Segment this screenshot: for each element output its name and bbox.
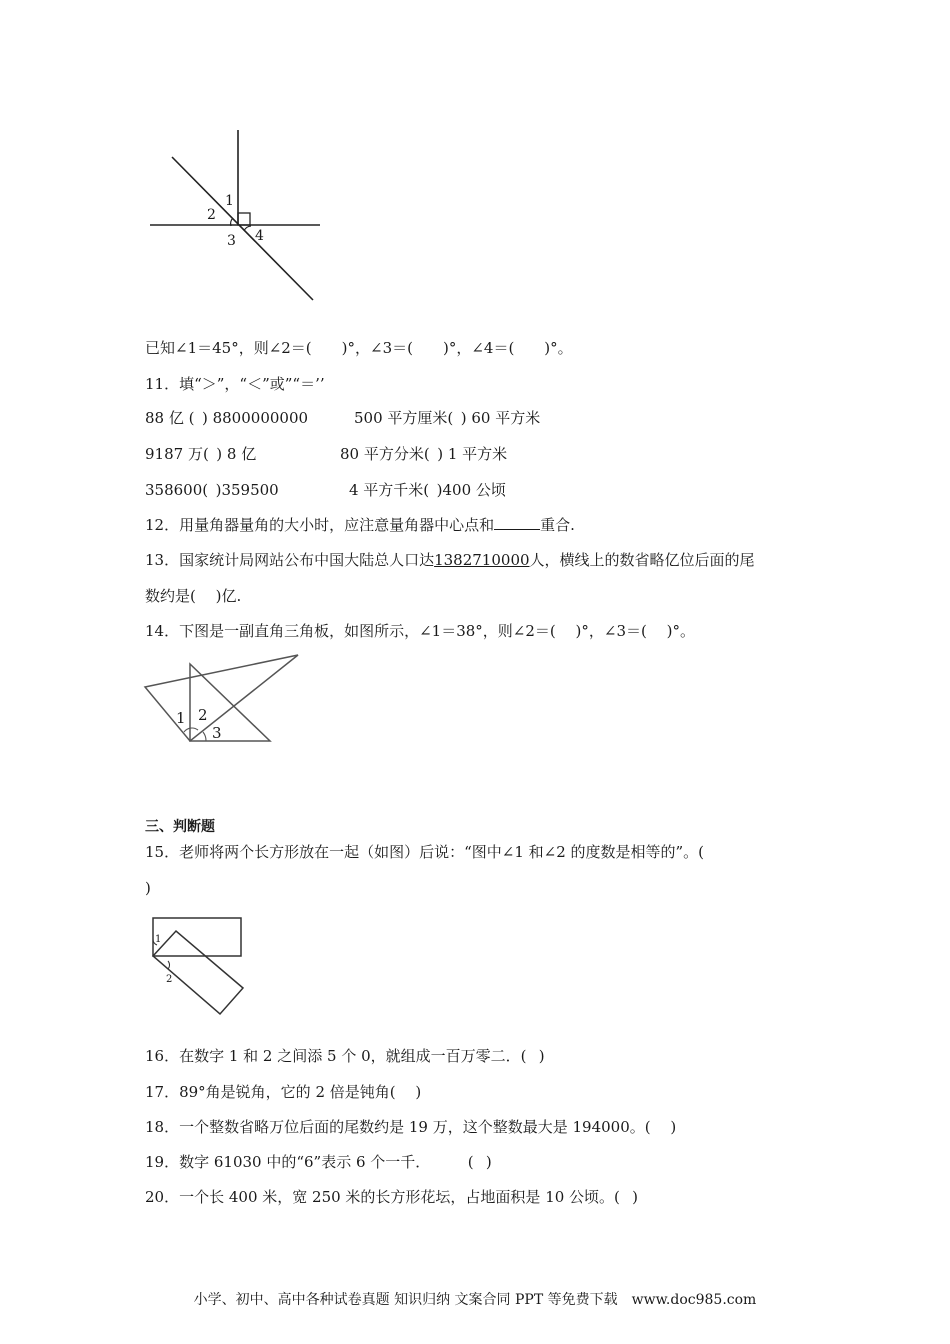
right-angle-mark xyxy=(238,213,250,225)
question-12 xyxy=(145,515,575,535)
angle-label-1: 1 xyxy=(225,193,234,209)
q13-after: 人，横线上的数省略亿位后面的尾 xyxy=(529,551,755,569)
answer-blank xyxy=(494,515,540,530)
section-heading: 三、判断题 xyxy=(145,819,215,835)
question-13 xyxy=(145,550,755,570)
triangle-2 xyxy=(190,664,270,741)
question-16: 16．在数字 1 和 2 之间添 5 个 0，就组成一百万零二．( ) xyxy=(145,1047,545,1065)
q12-before: 12．用量角器量角的大小时，应注意量角器中心点和 xyxy=(145,516,495,534)
question-19: 19．数字 61030 中的“6”表示 6 个一千． ( ) xyxy=(145,1153,492,1171)
question-15: 15．老师将两个长方形放在一起（如图）后说：“图中∠1 和∠2 的度数是相等的”。( xyxy=(145,843,705,861)
angle-label-1: 1 xyxy=(155,934,162,945)
question-14: 14．下图是一副直角三角板，如图所示，∠1＝38°，则∠2＝( )°，∠3＝( )°。 xyxy=(145,622,695,640)
rectangle-1 xyxy=(153,918,241,956)
q11-row-2-right: 80 平方分米( ) 1 平方米 xyxy=(340,445,508,463)
q13-number: 1382710000 xyxy=(434,551,530,569)
angle-label-2: 2 xyxy=(166,974,173,985)
q13-before: 13．国家统计局网站公布中国大陆总人口达 xyxy=(145,551,435,569)
q11-row-2-left: 9187 万( ) 8 亿 xyxy=(145,445,257,463)
question-18: 18．一个整数省略万位后面的尾数约是 19 万，这个整数最大是 194000。( ) xyxy=(145,1118,677,1136)
angle-label-3: 3 xyxy=(227,233,236,249)
question-13-line-2: 数约是( )亿. xyxy=(145,587,242,605)
q11-row-1-left: 88 亿 ( ) 8800000000 xyxy=(145,409,309,427)
question-11-title: 11．填“＞”，“＜”或”“＝’’ xyxy=(145,375,325,393)
question-20: 20．一个长 400 米，宽 250 米的长方形花坛，占地面积是 10 公顷。( ) xyxy=(145,1188,639,1206)
angle-arc-3 xyxy=(203,732,206,741)
angle-label-4: 4 xyxy=(255,228,264,244)
angle-label-3: 3 xyxy=(212,724,222,742)
q11-row-3-right: 4 平方千米( )400 公顷 xyxy=(349,481,506,499)
question-17: 17．89°角是锐角，它的 2 倍是钝角( ) xyxy=(145,1083,422,1101)
q11-row-1-right: 500 平方厘米( ) 60 平方米 xyxy=(354,409,541,427)
question-10: 已知∠1＝45°，则∠2＝( )°，∠3＝( )°，∠4＝( )°。 xyxy=(145,339,573,357)
angle-arc-1 xyxy=(184,728,198,732)
angle-label-2: 2 xyxy=(207,207,216,223)
rectangles-figure xyxy=(148,913,258,1018)
question-15-line-2: ) xyxy=(145,879,151,897)
intersecting-lines-figure xyxy=(140,125,340,315)
angle-label-2: 2 xyxy=(198,706,208,724)
rectangle-2 xyxy=(153,931,243,1014)
page-footer: 小学、初中、高中各种试卷真题 知识归纳 文案合同 PPT 等免费下载 www.doc985.com xyxy=(193,1292,757,1308)
diagonal-line xyxy=(172,157,313,300)
angle-arc-2 xyxy=(168,961,170,969)
q12-after: 重合. xyxy=(540,516,575,534)
angle-label-1: 1 xyxy=(176,709,186,727)
q11-row-3-left: 358600( )359500 xyxy=(145,481,279,499)
set-squares-figure xyxy=(140,652,310,752)
